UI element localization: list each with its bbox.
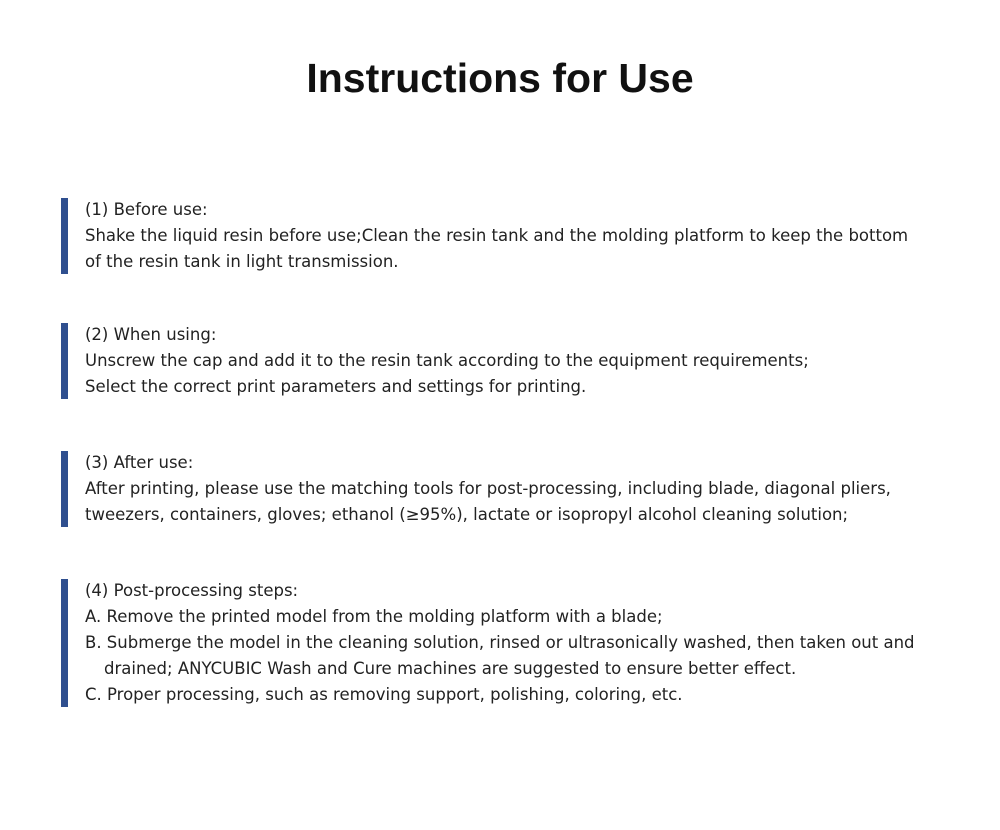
section-accent-bar: [61, 323, 68, 399]
section-line: C. Proper processing, such as removing support, polishing, coloring, etc.: [85, 685, 683, 704]
section-line: After printing, please use the matching tools for post-processing, including blade, diagonal pliers,: [85, 479, 891, 498]
section-heading: (4) Post-processing steps:: [85, 581, 299, 600]
section-post-processing: [61, 578, 985, 708]
section-accent-bar: [61, 198, 68, 274]
section-heading: (1) Before use:: [85, 200, 208, 219]
section-when-using: [61, 322, 985, 400]
section-line: Shake the liquid resin before use;Clean the resin tank and the molding platform to keep the bottom: [85, 226, 909, 245]
section-line: Select the correct print parameters and settings for printing.: [85, 377, 587, 396]
section-heading: (2) When using:: [85, 325, 217, 344]
section-line: B. Submerge the model in the cleaning solution, rinsed or ultrasonically washed, then taken out and: [85, 633, 915, 652]
section-line: A. Remove the printed model from the molding platform with a blade;: [85, 607, 663, 626]
section-line: Unscrew the cap and add it to the resin tank according to the equipment requirements;: [85, 351, 809, 370]
section-line: tweezers, containers, gloves; ethanol (≥95%), lactate or isopropyl alcohol cleaning solution;: [85, 505, 849, 524]
section-after-use: [61, 450, 985, 528]
section-line-continuation: drained; ANYCUBIC Wash and Cure machines are suggested to ensure better effect.: [104, 659, 797, 678]
section-line: of the resin tank in light transmission.: [85, 252, 399, 271]
section-heading: (3) After use:: [85, 453, 194, 472]
section-accent-bar: [61, 579, 68, 707]
section-accent-bar: [61, 451, 68, 527]
section-before-use: [61, 197, 985, 275]
page-title: Instructions for Use: [306, 55, 694, 101]
